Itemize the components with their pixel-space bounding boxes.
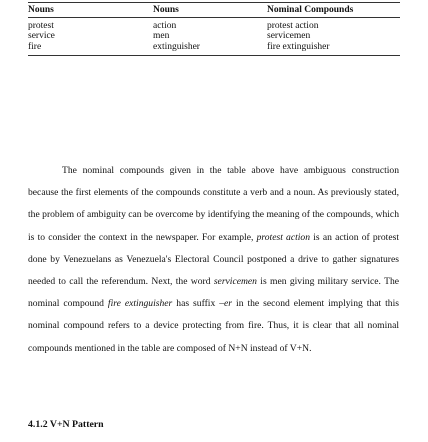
table-row bbox=[28, 21, 400, 32]
table-cell: action bbox=[153, 20, 177, 31]
body-paragraph bbox=[28, 160, 399, 360]
emphasis-fire-extinguisher: fire extinguisher bbox=[107, 298, 173, 310]
emphasis-protest-action: protest action bbox=[256, 231, 311, 243]
table-cell: servicemen bbox=[267, 31, 311, 41]
header-nouns-1: Nouns bbox=[28, 5, 54, 15]
table-row bbox=[28, 42, 400, 53]
text-run: in the second element implying that this nominal compound refers to a device protecting from fire. Thus, it is clear that all nominal compounds mentioned in the table are composed of N+N instead of V+N. bbox=[28, 298, 399, 354]
table-row bbox=[28, 31, 400, 42]
text-run: has suffix – bbox=[172, 298, 225, 310]
emphasis-servicemen: servicemen bbox=[213, 276, 257, 288]
table-top-rule bbox=[28, 2, 400, 3]
table-cell: protest action bbox=[267, 20, 319, 31]
header-nouns-2: Nouns bbox=[153, 5, 179, 15]
table-cell: service bbox=[28, 31, 55, 41]
emphasis-er-suffix: er bbox=[224, 298, 233, 310]
table-cell: protest bbox=[28, 20, 54, 31]
header-nominal-compounds: Nominal Compounds bbox=[267, 5, 354, 15]
text-run: is an action of protest done by Venezuelans as Venezuela's Electoral Council postponed a drive to gather signatures needed to call the referendum. Next, the word bbox=[28, 231, 399, 288]
table-cell: extinguisher bbox=[153, 41, 200, 52]
text-run: is men giving military service. The nominal compound bbox=[28, 276, 399, 310]
table-cell: fire bbox=[28, 41, 42, 52]
table-cell: men bbox=[153, 31, 170, 41]
table-header-rule bbox=[28, 17, 400, 18]
text-run: The nominal compounds given in the table above have ambiguous construction because the first elements of the compounds constitute a verb and a noun. As previously stated, the problem of ambiguity can be overcome by identifying the meaning of the compounds, which is to consider the context in the newspaper. For example, bbox=[28, 165, 399, 243]
section-heading: 4.1.2 V+N Pattern bbox=[28, 419, 104, 430]
table-bottom-rule bbox=[28, 55, 400, 56]
table-cell: fire extinguisher bbox=[267, 41, 330, 52]
compounds-table bbox=[28, 2, 400, 56]
table-header-row bbox=[28, 5, 400, 16]
